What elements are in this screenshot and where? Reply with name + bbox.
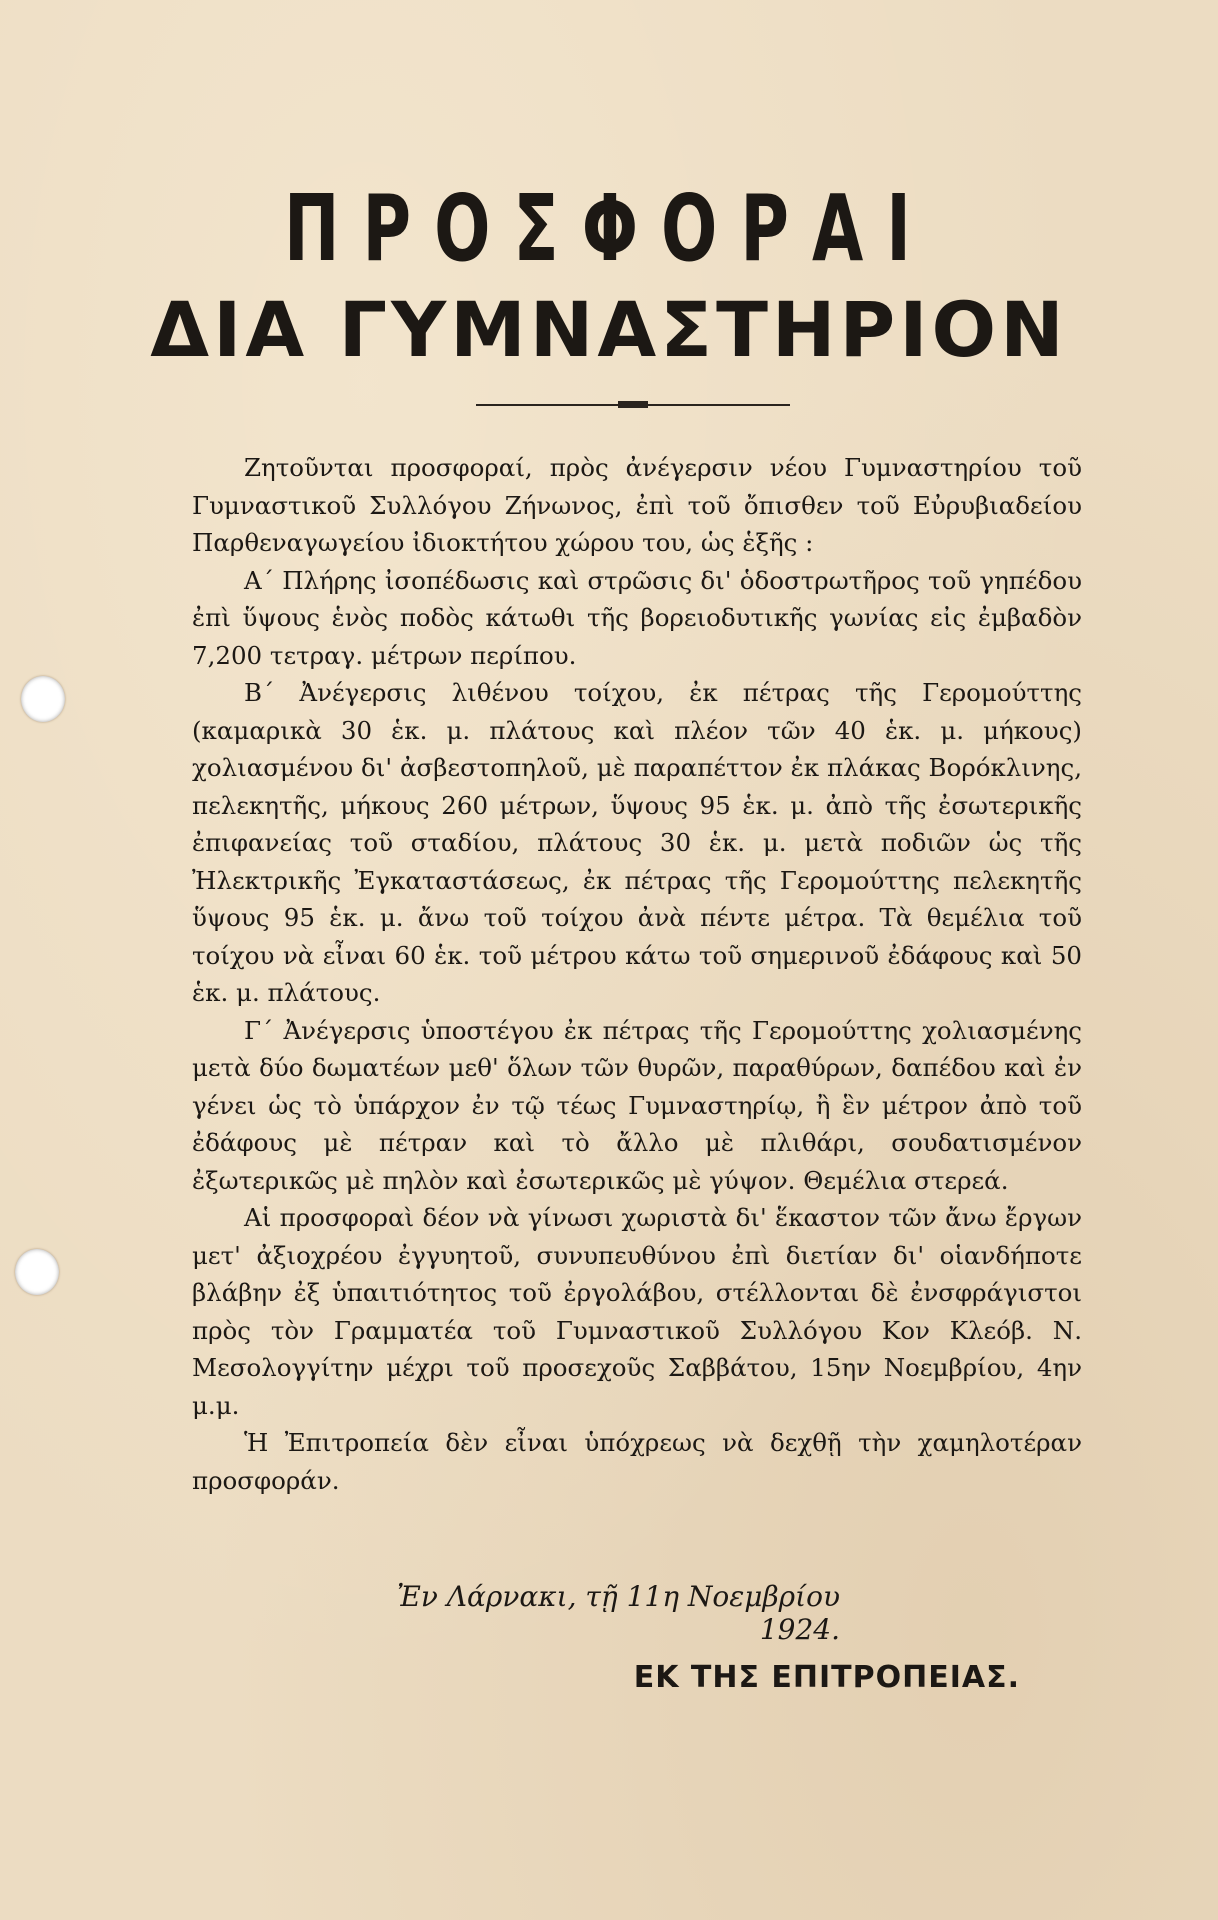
title-line-1: ΠΡΟΣΦΟΡΑΙ	[283, 175, 934, 282]
paragraph-item-a: Α΄ Πλήρης ἰσοπέδωσις καὶ στρῶσις δι' ὁδοστρωτῆρος τοῦ γηπέδου ἐπὶ ὕψους ἑνὸς ποδὸς κάτωθι τῆς βορειοδυτικῆς γωνίας εἰς ἐμβαδὸν 7,200 τετραγ. μέτρων περίπου.	[192, 565, 1082, 670]
punch-hole-upper	[21, 676, 65, 722]
signature-line: ΕΚ ΤΗΣ ΕΠΙΤΡΟΠΕΙΑΣ.	[633, 1660, 1020, 1695]
paragraph-item-b: Β΄ Ἀνέγερσις λιθένου τοίχου, ἐκ πέτρας τῆς Γερομούττης (καμαρικὰ 30 ἑκ. μ. πλάτους καὶ πλέον τῶν 40 ἑκ. μ. μήκους) χολιασμένου δι' ἀσβεστοπηλοῦ, μὲ παραπέττον ἐκ πλάκας Βορόκλινης, πελεκητῆς, μήκους 260 μέτρων, ὕψους 95 ἑκ. μ. ἀπὸ τῆς ἐσωτερικῆς ἐπιφανείας τοῦ σταδίου, πλάτους 30 ἑκ. μ. μετὰ ποδιῶν ὡς τῆς Ἠλεκτρικῆς Ἐγκαταστάσεως, ἐκ πέτρας τῆς Γερομούττης πελεκητῆς ὕψους 95 ἑκ. μ. ἄνω τοῦ τοίχου ἀνὰ πέντε μέτρα. Τὰ θεμέλια τοῦ τοίχου νὰ εἶναι 60 ἑκ. τοῦ μέτρου κάτω τοῦ σημερινοῦ ἐδάφους καὶ 50 ἑκ. μ. πλάτους.	[192, 678, 1082, 1007]
date-line: Ἐν Λάρνακι, τῇ 11η Νοεμβρίου 1924.	[396, 1580, 840, 1646]
notice-body	[192, 449, 1082, 1499]
paragraph-item-c: Γ΄ Ἀνέγερσις ὑποστέγου ἐκ πέτρας τῆς Γερομούττης χολιασμένης μετὰ δύο δωματέων μεθ' ὅλων τῶν θυρῶν, παραθύρων, δαπέδου καὶ ἐν γένει ὡς τὸ ὑπάρχον ἐν τῷ τέως Γυμναστηρίῳ, ἢ ἓν μέτρον ἀπὸ τοῦ ἐδάφους μὲ πέτραν καὶ τὸ ἄλλο μὲ πλιθάρι, σουδατισμένον ἐξωτερικῶς μὲ πηλὸν καὶ ἐσωτερικῶς μὲ γύψον. Θεμέλια στερεά.	[192, 1015, 1082, 1195]
paragraph-terms: Αἱ προσφοραὶ δέον νὰ γίνωσι χωριστὰ δι' ἕκαστον τῶν ἄνω ἔργων μετ' ἀξιοχρέου ἐγγυητοῦ, συνυπευθύνου ἐπὶ διετίαν δι' οἱανδήποτε βλάβην ἐξ ὑπαιτιότητος τοῦ ἐργολάβου, στέλλονται δὲ ἐνσφράγιστοι πρὸς τὸν Γραμματέα τοῦ Γυμναστικοῦ Συλλόγου Κον Κλεόβ. Ν. Μεσολογγίτην μέχρι τοῦ προσεχοῦς Σαββάτου, 15ην Νοεμβρίου, 4ην μ.μ.	[192, 1203, 1082, 1420]
paragraph-disclaimer: Ἡ Ἐπιτροπεία δὲν εἶναι ὑπόχρεως νὰ δεχθῇ τὴν χαμηλοτέραν προσφοράν.	[192, 1428, 1082, 1495]
divider-center-mark	[618, 401, 648, 408]
punch-hole-lower	[15, 1249, 59, 1295]
paragraph-intro: Ζητοῦνται προσφοραί, πρὸς ἀνέγερσιν νέου Γυμναστηρίου τοῦ Γυμναστικοῦ Συλλόγου Ζήνωνος, ἐπὶ τοῦ ὄπισθεν τοῦ Εὐρυβιαδείου Παρθεναγωγείου ἰδιοκτήτου χώρου του, ὡς ἑξῆς :	[192, 453, 1082, 557]
title-line-2: ΔΙΑ ΓΥΜΝΑΣΤΗΡΙΟΝ	[150, 285, 1068, 374]
